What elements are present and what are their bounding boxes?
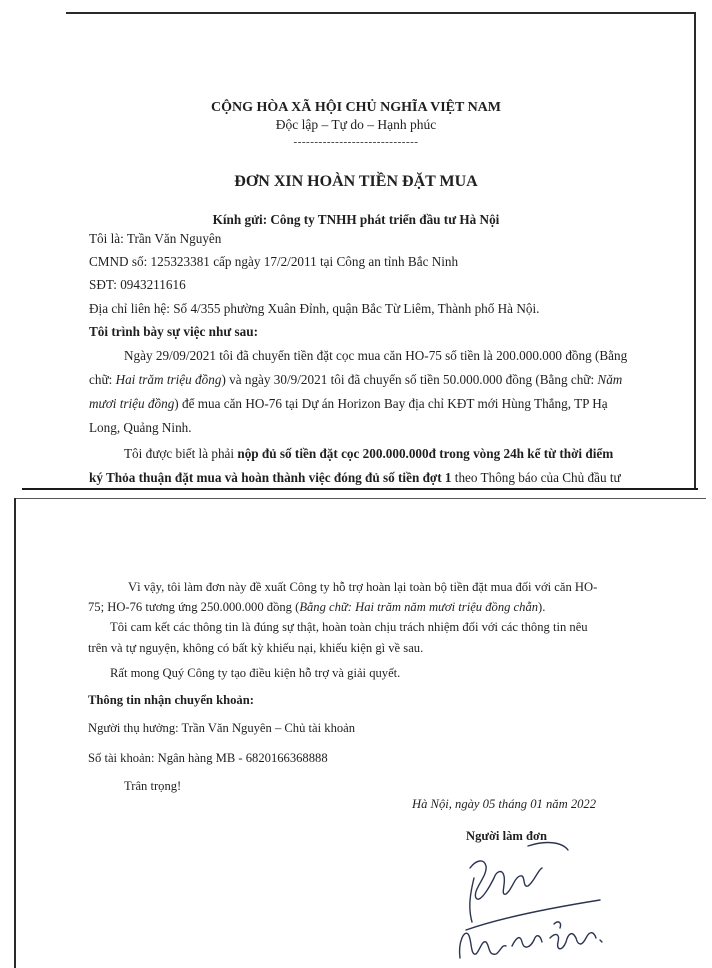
para1-line2: chữ: Hai trăm triệu đồng) và ngày 30/9/2021 tôi đã chuyển số tiền 50.000.000 đồng (Bằng chữ: Năm [89, 372, 623, 387]
header-separator: ------------------------------ [293, 136, 419, 148]
para2-line1: Tôi được biết là phải nộp đủ số tiền đặt cọc 200.000.000đ trong vòng 24h kể từ thời điểm [124, 446, 614, 461]
applicant-phone: SĐT: 0943211616 [89, 277, 186, 292]
page-edge-right [694, 12, 696, 488]
applicant-id: CMND số: 125323381 cấp ngày 17/2/2011 tại Công an tỉnh Bắc Ninh [89, 254, 459, 269]
applicant-address: Địa chỉ liên hệ: Số 4/355 phường Xuân Đỉnh, quận Bắc Từ Liêm, Thành phố Hà Nội. [89, 301, 540, 316]
applicant-name: Tôi là: Trần Văn Nguyên [89, 231, 222, 246]
page-edge-fold [22, 488, 698, 490]
para1-line4: Long, Quảng Ninh. [89, 420, 192, 435]
page-edge-fold-lower [14, 498, 706, 499]
para3-line1: Vì vậy, tôi làm đơn này đề xuất Công ty hỗ trợ hoàn lại toàn bộ tiền đặt mua đối với căn HO- [128, 580, 598, 594]
para5: Rất mong Quý Công ty tạo điều kiện hỗ trợ và giải quyết. [110, 666, 401, 680]
facts-heading: Tôi trình bày sự việc như sau: [89, 324, 258, 339]
para1-line3: mươi triệu đồng) để mua căn HO-76 tại Dự án Horizon Bay địa chỉ KĐT mới Hùng Thắng, TP Hạ [89, 396, 608, 411]
para4-line2: trên và tự nguyện, không có bất kỳ khiếu nại, khiếu kiện gì về sau. [88, 641, 424, 655]
signer-label: Người làm đơn [466, 829, 547, 843]
closing: Trân trọng! [124, 779, 182, 793]
transfer-beneficiary: Người thụ hưởng: Trần Văn Nguyên – Chủ tài khoản [88, 721, 356, 735]
para2-line2: ký Thỏa thuận đặt mua và hoàn thành việc đóng đủ số tiền đợt 1 theo Thông báo của Chủ đầu tư [89, 470, 621, 485]
transfer-account: Số tài khoản: Ngân hàng MB - 6820166368888 [88, 751, 328, 765]
handwritten-signature [450, 838, 620, 968]
nation-heading: CỘNG HÒA XÃ HỘI CHỦ NGHĨA VIỆT NAM [210, 100, 501, 115]
para3-line2: 75; HO-76 tương ứng 250.000.000 đồng (Bằng chữ: Hai trăm năm mươi triệu đồng chẵn). [88, 600, 546, 614]
motto: Độc lập – Tự do – Hạnh phúc [275, 117, 437, 132]
page-edge-left [14, 498, 16, 968]
recipient-line: Kính gửi: Công ty TNHH phát triển đầu tư Hà Nội [212, 212, 500, 227]
page-edge-top [66, 12, 696, 14]
para4-line1: Tôi cam kết các thông tin là đúng sự thật, hoàn toàn chịu trách nhiệm đối với các thông tin nêu [110, 620, 588, 634]
date-line: Hà Nội, ngày 05 tháng 01 năm 2022 [412, 797, 597, 811]
transfer-heading: Thông tin nhận chuyển khoản: [88, 693, 254, 707]
para1-line1: Ngày 29/09/2021 tôi đã chuyển tiền đặt cọc mua căn HO-75 số tiền là 200.000.000 đồng (Bằng [124, 348, 628, 363]
document-title: ĐƠN XIN HOÀN TIỀN ĐẶT MUA [234, 173, 478, 190]
